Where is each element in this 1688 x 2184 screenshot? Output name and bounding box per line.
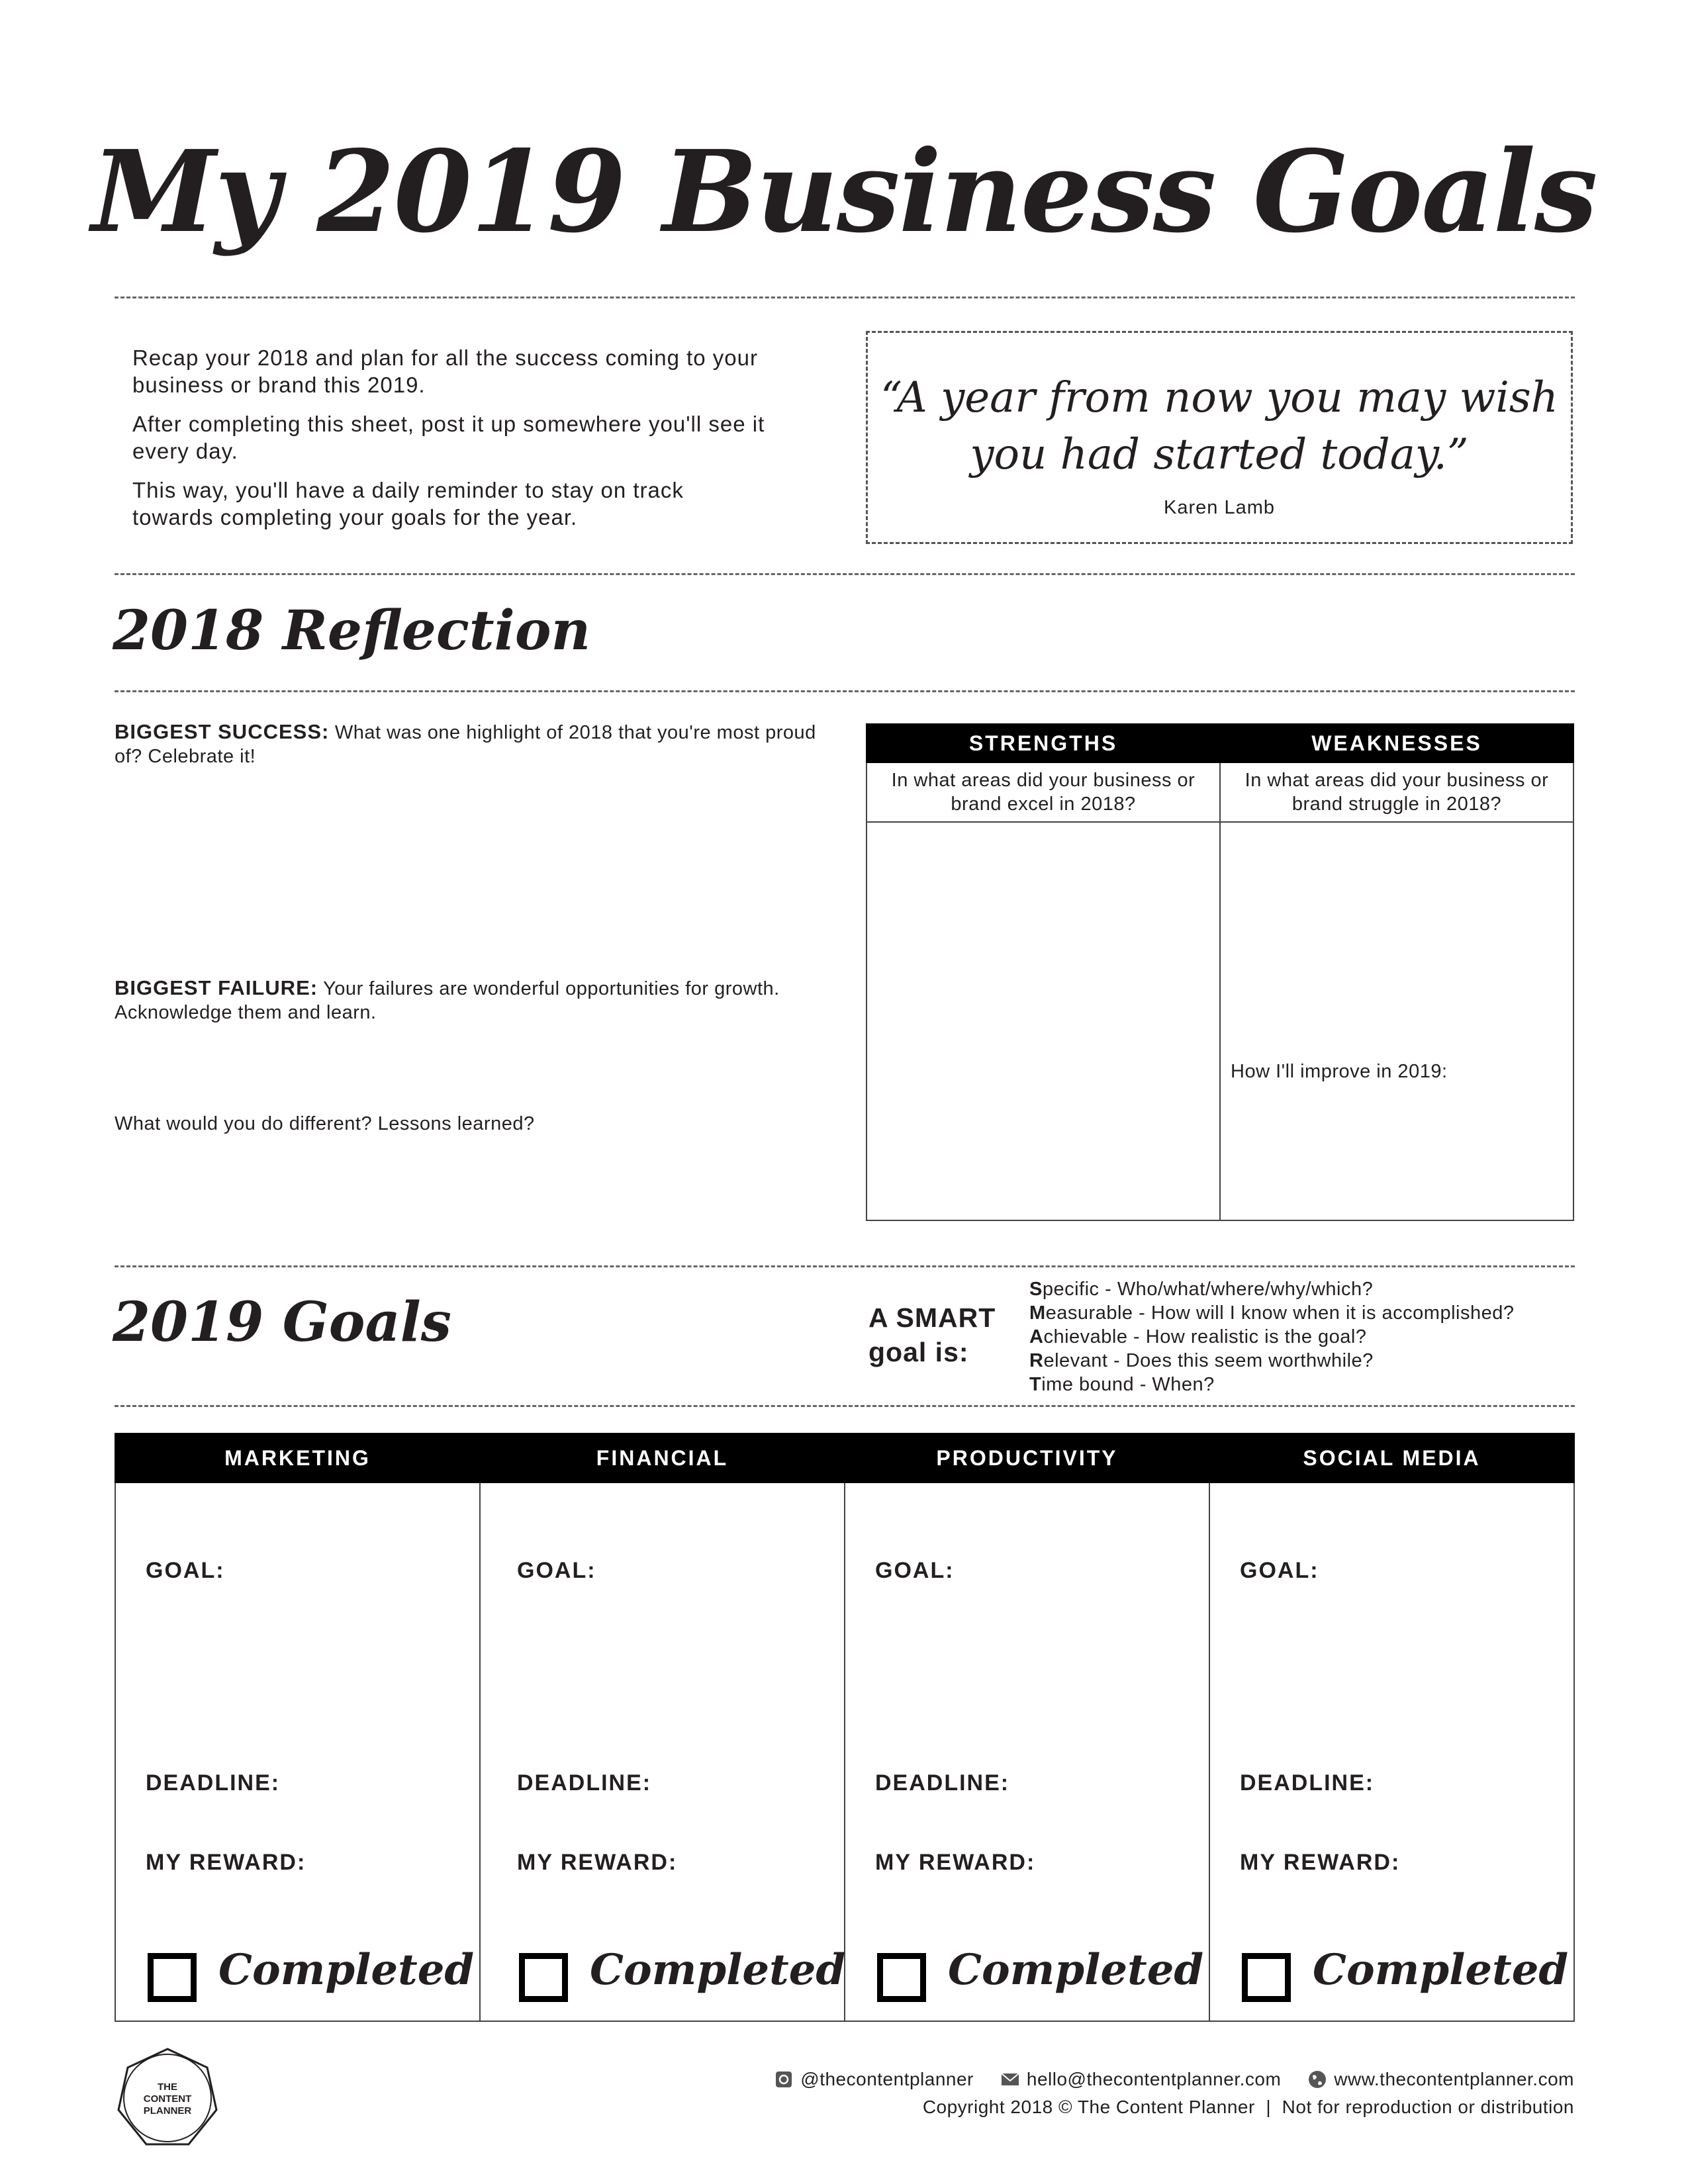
smart-letter: T xyxy=(1029,1374,1042,1395)
biggest-failure-text: Your failures are wonderful opportunities for growth. Acknowledge them and learn. xyxy=(115,978,780,1023)
quote-text: “A year from now you may wish you had started today.” xyxy=(880,373,1558,479)
reflection-title: 2018 Reflection xyxy=(113,599,591,662)
deadline-label: DEADLINE: xyxy=(1240,1770,1375,1796)
smart-text: chievable - How realistic is the goal? xyxy=(1043,1326,1367,1347)
biggest-failure-prompt xyxy=(115,976,829,1024)
divider xyxy=(115,1265,1575,1267)
strengths-header: STRENGTHS xyxy=(867,724,1220,762)
reward-label: MY REWARD: xyxy=(875,1850,1036,1875)
intro-paragraph-3: This way, you'll have a daily reminder to stay on track towards completing your goals for the year. xyxy=(132,478,684,529)
smart-label-line-1: A SMART xyxy=(868,1302,996,1333)
website-url[interactable]: www.thecontentplanner.com xyxy=(1334,2069,1574,2089)
biggest-success-prompt xyxy=(115,720,829,768)
goal-label: GOAL: xyxy=(1240,1558,1319,1583)
completed-checkbox[interactable] xyxy=(1242,1953,1291,2002)
svg-text:CONTENT: CONTENT xyxy=(143,2093,192,2105)
deadline-label: DEADLINE: xyxy=(517,1770,652,1796)
goal-column-financial xyxy=(480,1482,845,2021)
column-header-financial: FINANCIAL xyxy=(480,1433,845,1482)
quote-box xyxy=(866,331,1573,544)
smart-letter: S xyxy=(1029,1279,1043,1300)
divider xyxy=(115,573,1575,575)
biggest-success-text: What was one highlight of 2018 that you're most proud of? Celebrate it! xyxy=(115,722,816,767)
smart-criteria-list xyxy=(1029,1277,1514,1396)
weaknesses-header: WEAKNESSES xyxy=(1220,724,1573,762)
intro-text xyxy=(132,344,768,543)
svg-text:THE: THE xyxy=(158,2081,177,2093)
completed-checkbox[interactable] xyxy=(519,1953,568,2002)
page-title: My 2019 Business Goals xyxy=(91,126,1597,258)
smart-item-specific xyxy=(1029,1277,1514,1301)
strengths-prompt: In what areas did your business or brand excel in 2018? xyxy=(867,762,1220,822)
reward-label: MY REWARD: xyxy=(517,1850,678,1875)
goal-label: GOAL: xyxy=(146,1558,225,1583)
globe-icon xyxy=(1307,2070,1327,2089)
smart-text: ime bound - When? xyxy=(1041,1374,1215,1395)
smart-text: elevant - Does this seem worthwhile? xyxy=(1043,1350,1374,1371)
copyright-notice: Copyright 2018 © The Content Planner | Not for reproduction or distribution xyxy=(922,2097,1574,2117)
smart-item-measurable xyxy=(1029,1301,1514,1325)
goal-label: GOAL: xyxy=(875,1558,955,1583)
goal-column-marketing xyxy=(115,1482,480,2021)
completed-label: Completed xyxy=(948,1945,1204,1995)
completed-label: Completed xyxy=(218,1945,475,1995)
footer-contacts xyxy=(774,2069,1574,2090)
smart-letter: A xyxy=(1029,1326,1044,1347)
email-address[interactable]: hello@thecontentplanner.com xyxy=(1026,2069,1282,2089)
biggest-failure-label: BIGGEST FAILURE: xyxy=(115,976,318,999)
smart-text: pecific - Who/what/where/why/which? xyxy=(1042,1279,1374,1300)
lessons-learned-prompt: What would you do different? Lessons learned? xyxy=(115,1113,535,1134)
weaknesses-writing-area[interactable] xyxy=(1220,822,1573,1220)
smart-item-relevant xyxy=(1029,1349,1514,1373)
strengths-weaknesses-table xyxy=(866,723,1574,1221)
smart-item-time-bound xyxy=(1029,1373,1514,1396)
deadline-label: DEADLINE: xyxy=(875,1770,1010,1796)
goal-label: GOAL: xyxy=(517,1558,596,1583)
goal-column-social-media xyxy=(1209,1482,1574,2021)
goals-table xyxy=(115,1433,1575,2022)
smart-letter: R xyxy=(1029,1350,1044,1371)
instagram-handle[interactable]: @thecontentplanner xyxy=(800,2069,974,2089)
divider xyxy=(115,1405,1575,1407)
smart-letter: M xyxy=(1029,1302,1046,1324)
column-header-productivity: PRODUCTIVITY xyxy=(845,1433,1209,1482)
column-header-social-media: SOCIAL MEDIA xyxy=(1209,1433,1574,1482)
goal-column-productivity xyxy=(845,1482,1209,2021)
completed-checkbox[interactable] xyxy=(877,1953,926,2002)
improve-prompt: How I'll improve in 2019: xyxy=(1231,1061,1448,1082)
completed-label: Completed xyxy=(1313,1945,1569,1995)
column-header-marketing: MARKETING xyxy=(115,1433,480,1482)
smart-label xyxy=(868,1300,996,1369)
content-planner-logo xyxy=(115,2045,220,2151)
email-icon xyxy=(1000,2070,1020,2089)
intro-paragraph-2: After completing this sheet, post it up somewhere you'll see it every day. xyxy=(132,412,765,463)
smart-text: easurable - How will I know when it is accomplished? xyxy=(1045,1302,1515,1324)
smart-item-achievable xyxy=(1029,1325,1514,1349)
completed-checkbox[interactable] xyxy=(148,1953,197,2002)
strengths-writing-area[interactable] xyxy=(867,822,1220,1220)
deadline-label: DEADLINE: xyxy=(146,1770,281,1796)
weaknesses-prompt: In what areas did your business or brand struggle in 2018? xyxy=(1220,762,1573,822)
goals-title: 2019 Goals xyxy=(113,1291,451,1354)
completed-label: Completed xyxy=(590,1945,846,1995)
intro-paragraph-1: Recap your 2018 and plan for all the success coming to your business or brand this 2019. xyxy=(132,345,759,397)
instagram-icon xyxy=(774,2070,794,2089)
quote-author: Karen Lamb xyxy=(1164,497,1275,518)
biggest-success-label: BIGGEST SUCCESS: xyxy=(115,720,330,743)
divider xyxy=(115,690,1575,692)
divider xyxy=(115,296,1575,298)
svg-text:PLANNER: PLANNER xyxy=(143,2105,192,2116)
reward-label: MY REWARD: xyxy=(146,1850,306,1875)
smart-label-line-2: goal is: xyxy=(868,1337,969,1367)
reward-label: MY REWARD: xyxy=(1240,1850,1401,1875)
